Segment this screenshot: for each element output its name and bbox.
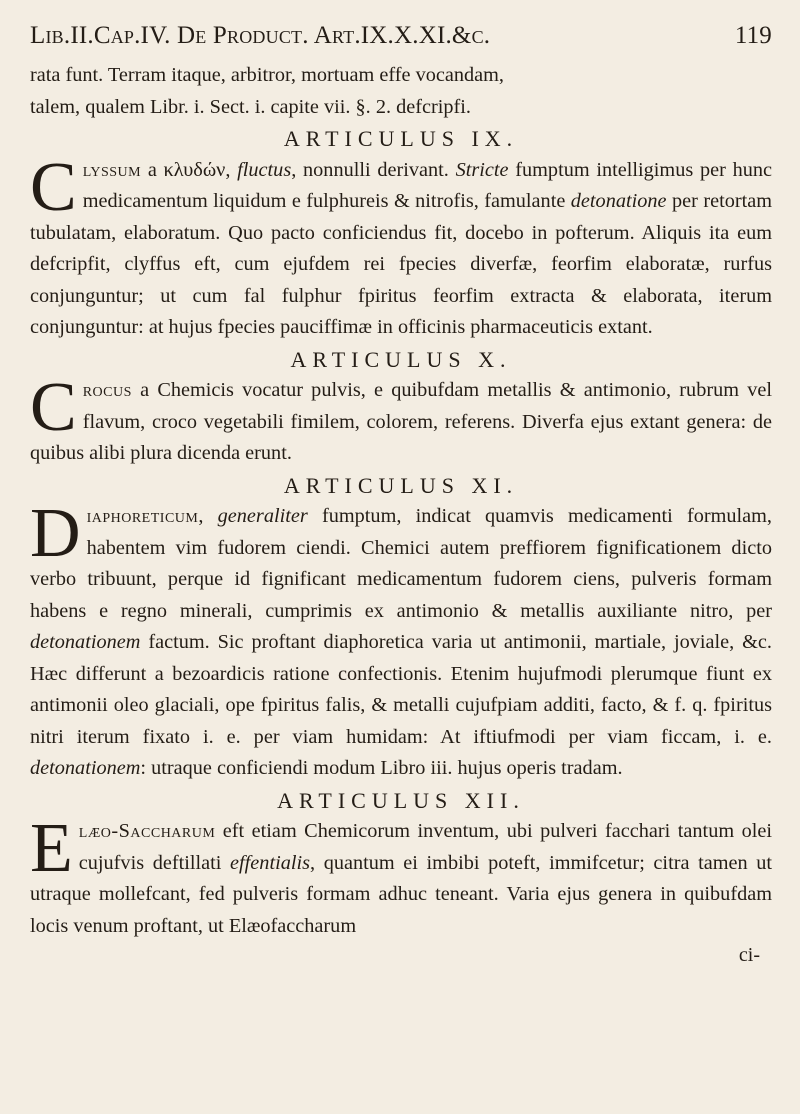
text-run: , quantum ei imbibi poteft, immifcetur; citra tamen ut utraque mollefcant, fed pulveris formam adhuc teneant. Varia ejus genera in quibufdam locis venum proftant, ut Elæofaccharum	[30, 851, 772, 937]
text-run: , nonnulli derivant.	[291, 158, 456, 181]
drop-cap: E	[30, 810, 73, 887]
lead-word: lyssum	[82, 158, 142, 181]
running-head-title: Lib.II.Cap.IV. De Product. Art.IX.X.XI.&c.	[30, 22, 491, 49]
article-12-heading: ARTICULUS XII.	[277, 787, 525, 813]
lead-word: læo-Saccharum	[78, 820, 216, 842]
italic-term: detonatione	[570, 190, 667, 212]
lead-word: iaphoreticum	[86, 505, 199, 527]
italic-term: Stricte	[455, 158, 509, 181]
article-11-text	[30, 495, 772, 785]
text-run: factum. Sic proftant diaphoretica varia ut antimonii, martiale, joviale, &c. Hæc differunt a bezoardicis ratione confectionis. Etenim hujufmodi plerumque fiunt ex antimonii oleo glaciali, ope fpiritus falis, & metalli cujufpiam additi, facto, & f. q. fpiritus nitri iterum fixato i. e. per viam humidam: At iftiufmodi per viam ficcam, i. e.	[30, 631, 772, 748]
running-head	[30, 22, 772, 50]
catchword: ci-	[738, 944, 760, 966]
intro-line-1: rata funt. Terram itaque, arbitror, mortuam effe vocandam,	[30, 64, 504, 86]
text-run: fumptum, indicat quamvis medicamenti formulam, habentem vim fudorem ciendi. Chemici autem preffiorem fignificationem dicto verbo tribuunt, perque id fignificant medicamentum fudorem ciens, pulveris formam habens e regno minerali, cumprimis ex antimonio & metallis auxiliante nitro, per	[30, 505, 772, 622]
lead-word: rocus	[82, 379, 132, 401]
italic-term: effentialis	[230, 851, 311, 874]
text-run: per retortam tubulatam, elaboratum. Quo pacto conficiendus fit, docebo in pofterum. Aliquis ita eum defcripfit, clyffus eft, cum ejufdem rei fpecies diverfæ, feorfim elaboratæ, rurfus conjunguntur; ut cum fal fulphur fpiritus feorfim extracta & elaborata, iterum conjunguntur: at hujus fpecies pauciffimæ in officinis pharmaceuticis extant.	[30, 190, 773, 338]
italic-term: fluctus	[237, 158, 292, 181]
text-run: a Chemicis vocatur pulvis, e quibufdam metallis & antimonio, rubrum vel flavum, croco vegetabili fimilem, colorem, referens. Diverfa ejus extant genera: de quibus alibi plura dicenda erunt.	[30, 379, 772, 464]
intro-line-2: talem, qualem Libr. i. Sect. i. capite vii. §. 2. defcripfi.	[30, 95, 471, 118]
article-10-text	[30, 369, 772, 470]
page-number: 119	[734, 22, 772, 49]
text-run: : utraque conficiendi modum Libro iii. hujus operis tradam.	[140, 757, 623, 779]
article-12-text	[30, 810, 772, 942]
text-run: eft etiam Chemicorum inventum, ubi pulveri facchari tantum olei cujufvis deftillati	[78, 820, 772, 874]
article-9-text	[30, 148, 773, 344]
drop-cap: D	[30, 495, 81, 572]
text-run: fumptum intelligimus per hunc medicamentum liquidum e fulphureis & nitrofis, famulante	[82, 158, 772, 212]
italic-term: detonationem	[30, 757, 141, 779]
article-10-heading: ARTICULUS X.	[290, 346, 512, 372]
drop-cap: C	[30, 148, 77, 226]
article-11-heading: ARTICULUS XI.	[283, 472, 519, 498]
drop-cap: C	[30, 369, 77, 446]
text-run: a κλυδών,	[141, 158, 238, 181]
article-9-heading: ARTICULUS IX.	[283, 126, 519, 151]
italic-term: generaliter	[217, 505, 308, 527]
text-run: ,	[198, 505, 218, 527]
italic-term: detonationem	[30, 631, 141, 653]
